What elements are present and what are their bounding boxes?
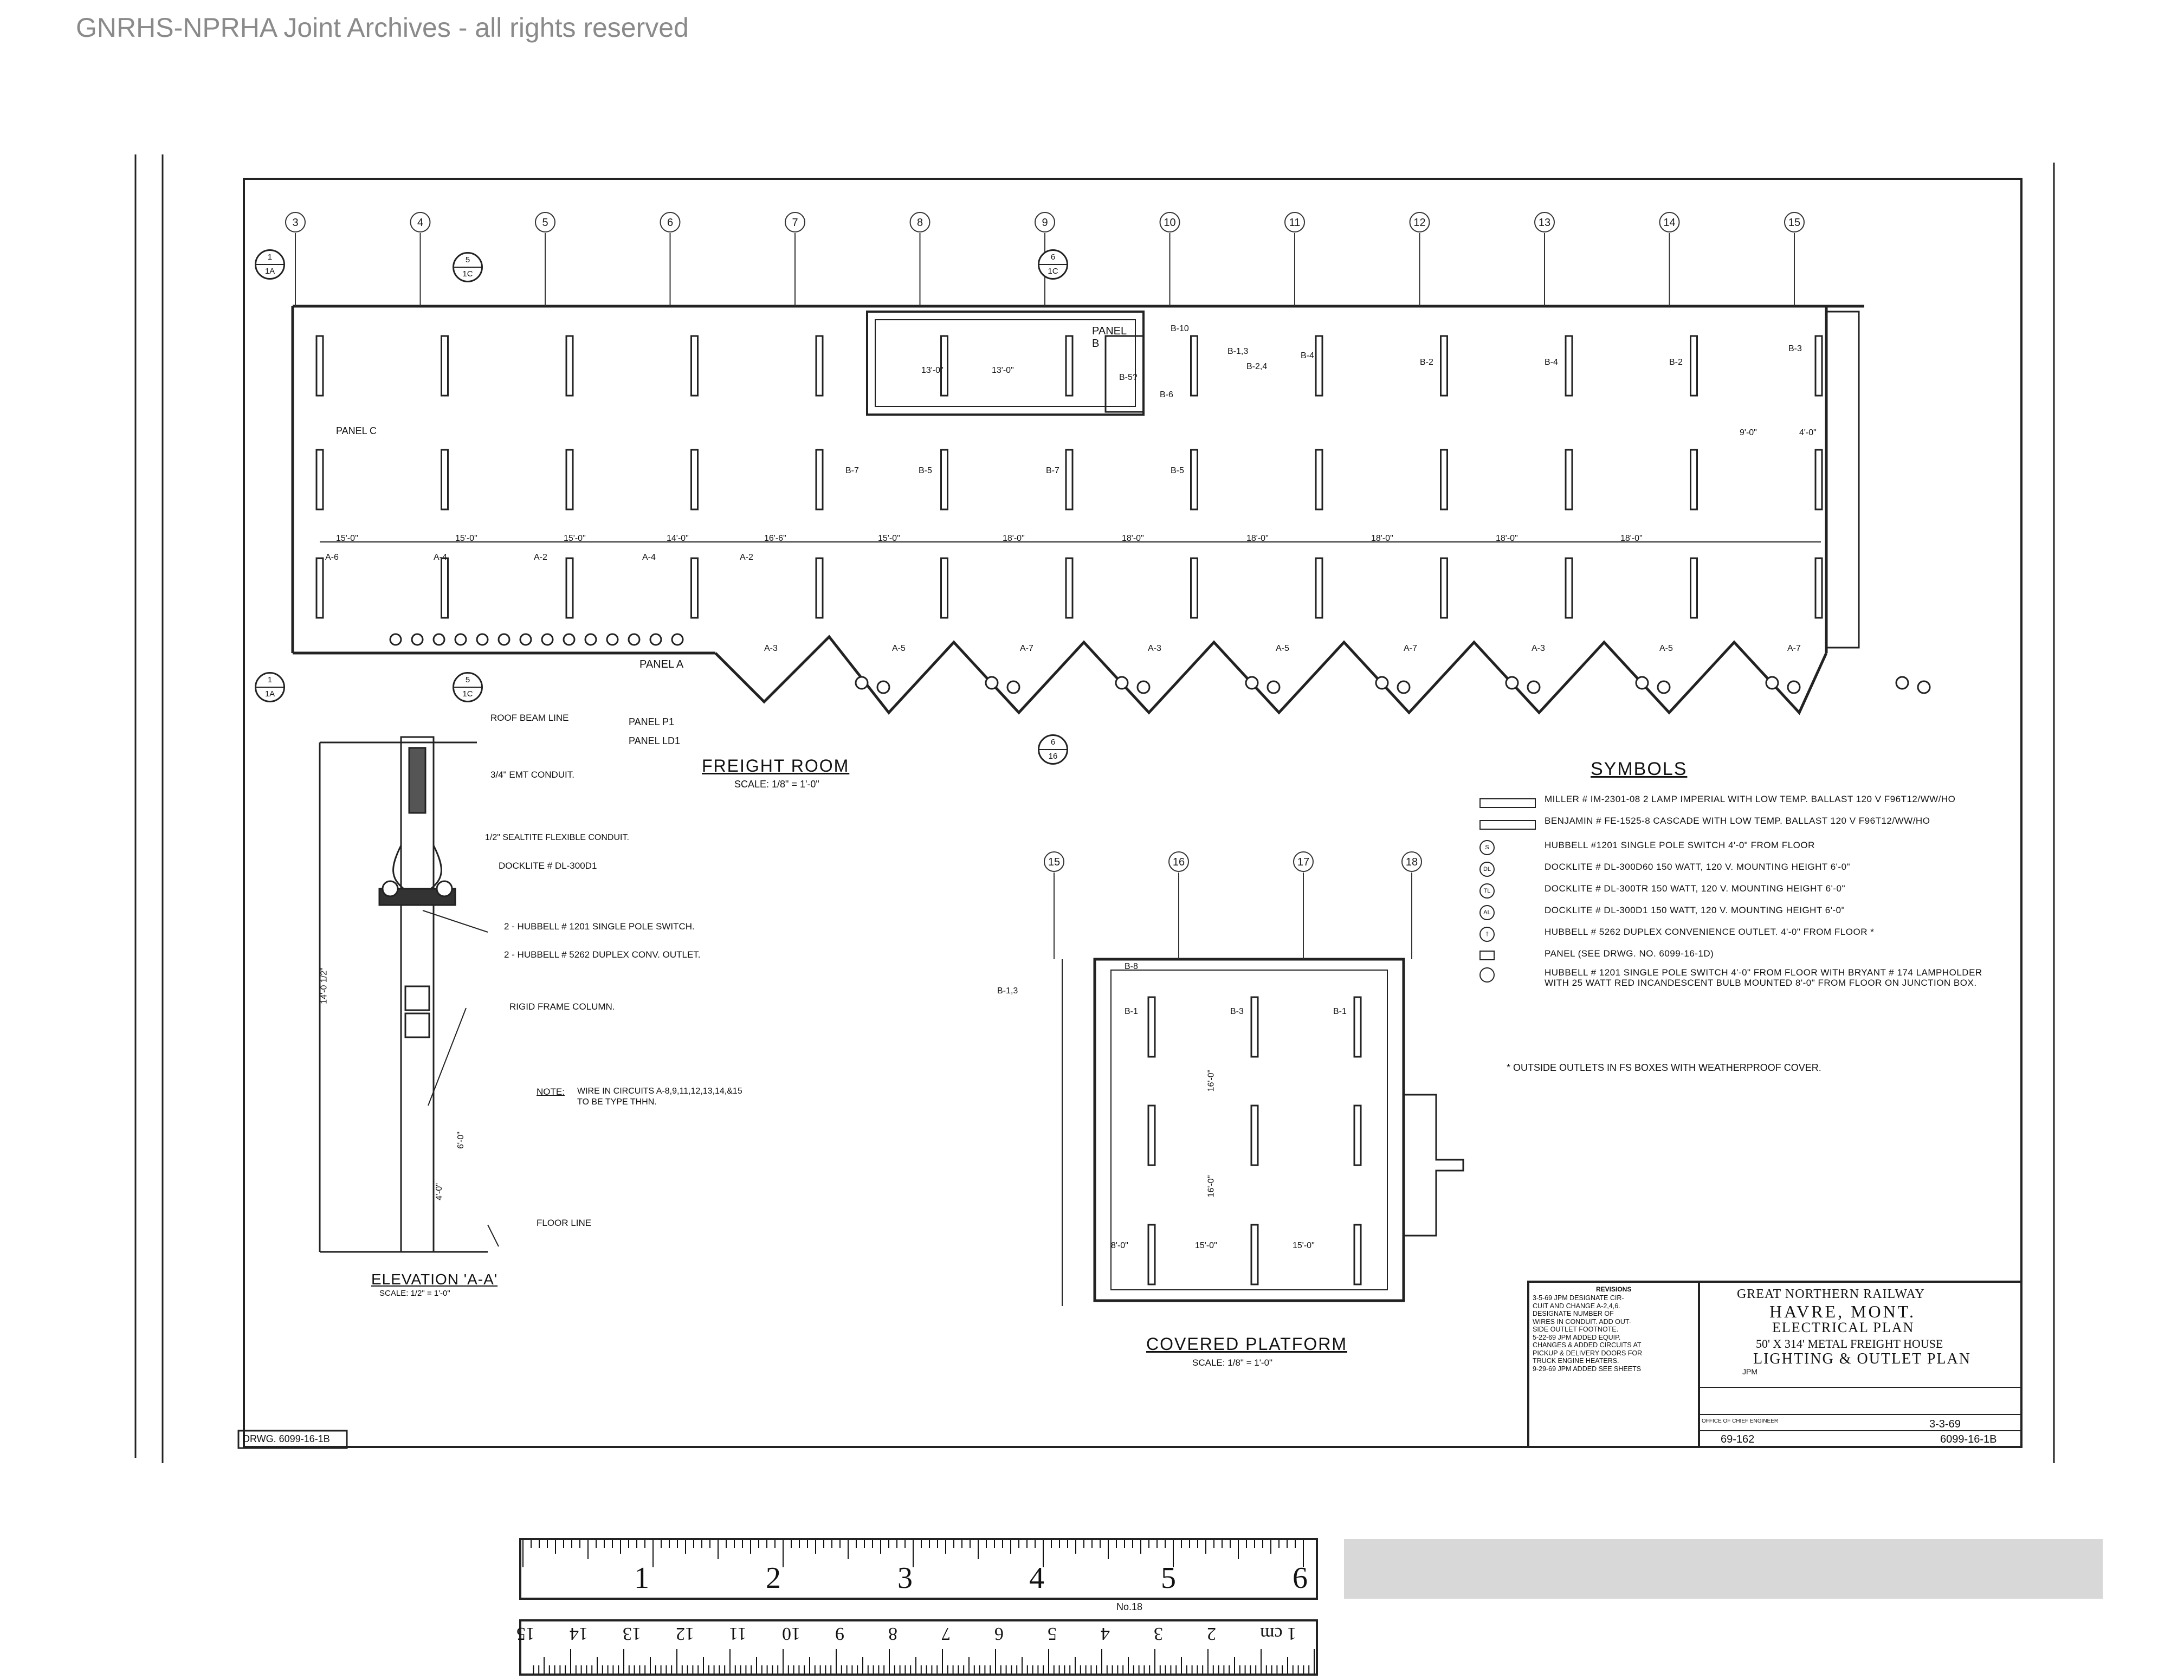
floor-line-label: FLOOR LINE (537, 1218, 592, 1228)
platform-fixture (1251, 1225, 1258, 1284)
docklite-fixture (1918, 681, 1930, 693)
grid-bubble-label: 3 (292, 217, 299, 229)
symbol-glyph (1479, 967, 1495, 983)
symbol-glyph: S (1479, 840, 1495, 855)
symbol-glyph (1479, 798, 1536, 808)
circuit-label: A-3 (1532, 644, 1545, 653)
dimension-label: 18'-0" (1496, 534, 1518, 543)
circuit-label: A-5 (1659, 644, 1673, 653)
panel-b-label: PANEL B (1092, 325, 1127, 350)
fluorescent-fixture (442, 450, 448, 509)
fluorescent-fixture (1191, 336, 1198, 396)
scale-ruler (520, 1539, 2103, 1675)
revision-line: TRUCK ENGINE HEATERS. (1533, 1357, 1619, 1365)
symbol-description: HUBBELL # 1201 SINGLE POLE SWITCH 4'-0" FROM FLOOR WITH BRYANT # 174 LAMPHOLDER WITH 25 WATT RED INCANDESCENT BULB MOUNTED 8'-0" FROM FLOOR ON JUNCTION BOX. (1545, 967, 1982, 988)
symbol-glyph: † (1479, 927, 1495, 942)
fluorescent-fixture (1815, 336, 1822, 396)
panel-a-label: PANEL A (639, 658, 684, 670)
circuit-label: A-5 (892, 644, 906, 653)
platform-fixture (1251, 997, 1258, 1057)
circuit-label: A-7 (1020, 644, 1033, 653)
dimension-label: 18'-0" (1371, 534, 1393, 543)
fluorescent-fixture (1316, 450, 1322, 509)
ruler-cm-label: 12 (676, 1624, 694, 1644)
archive-watermark: GNRHS-NPRHA Joint Archives - all rights reserved (76, 12, 689, 43)
platform-fixture (1251, 1106, 1258, 1165)
roof-beam-label: ROOF BEAM LINE (490, 713, 569, 723)
fluorescent-fixture (316, 558, 323, 618)
fluorescent-fixture (1691, 558, 1697, 618)
symbol-description: DOCKLITE # DL-300TR 150 WATT, 120 V. MOUNTING HEIGHT 6'-0" (1545, 883, 1846, 894)
switch-outlet-symbol (672, 634, 683, 645)
grid-bubble-label: 5 (542, 217, 548, 229)
docklite-fixture (1658, 681, 1670, 693)
section-ref: 1A (264, 689, 275, 699)
platform-circuit-label: B-3 (1230, 1007, 1244, 1016)
switch-label: 2 - HUBBELL # 1201 SINGLE POLE SWITCH. (504, 921, 695, 932)
ruler-cm-label: 14 (570, 1624, 588, 1644)
ruler-inch-label: 2 (766, 1561, 781, 1595)
platform-dimension-label: 15'-0" (1195, 1241, 1217, 1250)
switch-outlet-symbol (650, 634, 661, 645)
section-marker (1038, 734, 1068, 765)
outlet-label: 2 - HUBBELL # 5262 DUPLEX CONV. OUTLET. (504, 949, 701, 960)
symbol-glyph: DL (1479, 862, 1495, 877)
dimension-label: 13'-0" (992, 366, 1014, 375)
symbol-description: HUBBELL #1201 SINGLE POLE SWITCH 4'-0" FROM FLOOR (1545, 840, 1815, 850)
ruler-cm-label: 5 (1048, 1624, 1057, 1644)
tb-drawing-no: 6099-16-1B (1940, 1433, 1997, 1445)
circuit-label: B-7 (1046, 466, 1059, 475)
note-label: NOTE: (537, 1087, 565, 1097)
symbols-title: SYMBOLS (1591, 759, 1688, 779)
revision-line: CHANGES & ADDED CIRCUITS AT (1533, 1341, 1642, 1349)
circuit-label: B-6 (1160, 390, 1173, 399)
dimension-label: 15'-0" (564, 534, 586, 543)
circuit-label: A-3 (1148, 644, 1161, 653)
fluorescent-fixture (816, 450, 823, 509)
platform-circuit-label: B-8 (1125, 962, 1138, 971)
ruler-cm-label: 11 (729, 1624, 747, 1644)
symbol-description: DOCKLITE # DL-300D60 150 WATT, 120 V. MOUNTING HEIGHT 6'-0" (1545, 862, 1851, 872)
revision-line: PICKUP & DELIVERY DOORS FOR (1533, 1349, 1643, 1357)
grid-bubble-label: 15 (1788, 217, 1801, 229)
circuit-label: A-7 (1787, 644, 1801, 653)
platform-fixture (1354, 1225, 1361, 1284)
fluorescent-fixture (692, 450, 698, 509)
fluorescent-fixture (1191, 450, 1198, 509)
dimension-label: 14'-0" (667, 534, 689, 543)
fluorescent-fixture (1815, 558, 1822, 618)
fluorescent-fixture (1691, 450, 1697, 509)
switch-outlet-symbol (477, 634, 488, 645)
dimension-label: 18'-0" (1620, 534, 1643, 543)
tb-building: 50' X 314' METAL FREIGHT HOUSE (1756, 1337, 1943, 1351)
platform-fixture (1354, 997, 1361, 1057)
circuit-label: A-4 (434, 553, 447, 562)
circuit-label: B-4 (1301, 351, 1314, 360)
symbol-glyph: TL (1479, 883, 1495, 899)
fluorescent-fixture (1691, 336, 1697, 396)
section-ref: 1C (462, 269, 473, 279)
dimension-label: 13'-0" (921, 366, 944, 375)
ruler-cm-label: 1 cm (1260, 1624, 1297, 1644)
elevation-title: ELEVATION 'A-A' (371, 1271, 498, 1288)
conduit-label: 3/4" EMT CONDUIT. (490, 770, 574, 780)
switch-outlet-symbol (607, 634, 618, 645)
platform-dimension-label: 15'-0" (1293, 1241, 1315, 1250)
docklite-fixture (856, 677, 868, 689)
docklite-fixture (1376, 677, 1388, 689)
section-number: 1 (256, 251, 283, 265)
dimension-label: 4'-0" (1799, 428, 1817, 437)
circuit-label: A-2 (740, 553, 753, 562)
fluorescent-fixture (316, 450, 323, 509)
docklite-fixture (1138, 681, 1149, 693)
note-line-1: WIRE IN CIRCUITS A-8,9,11,12,13,14,&15 (577, 1087, 742, 1096)
revisions-title: REVISIONS (1596, 1285, 1632, 1293)
fluorescent-fixture (1066, 558, 1072, 618)
fluorescent-fixture (442, 336, 448, 396)
drawing-tab-label: DRWG. 6099-16-1B (243, 1433, 330, 1444)
section-number: 5 (454, 254, 481, 268)
circuit-label: A-4 (642, 553, 656, 562)
symbol-glyph (1479, 820, 1536, 830)
section-marker (453, 252, 483, 282)
section-number: 6 (1039, 251, 1067, 265)
circuit-label: B-5 (1171, 466, 1184, 475)
tb-date: 3-3-69 (1929, 1418, 1961, 1430)
ruler-cm-label: 13 (623, 1624, 641, 1644)
grid-lines-platform (1044, 852, 1421, 959)
freight-room-title: FREIGHT ROOM (702, 756, 850, 776)
fluorescent-fixture (1441, 558, 1448, 618)
ruler-inch-label: 4 (1029, 1561, 1044, 1595)
ruler-inch-label: 3 (897, 1561, 913, 1595)
section-number: 6 (1039, 736, 1067, 750)
grid-bubble-label: 9 (1042, 217, 1048, 229)
freight-room-scale: SCALE: 1/8" = 1'-0" (734, 779, 819, 790)
fluorescent-fixture (816, 336, 823, 396)
grid-bubble-label: 7 (792, 217, 798, 229)
freight-room-outline (293, 306, 1864, 713)
switch-outlet-symbol (499, 634, 509, 645)
symbol-description: HUBBELL # 5262 DUPLEX CONVENIENCE OUTLET. 4'-0" FROM FLOOR * (1545, 927, 1875, 937)
tb-company: GREAT NORTHERN RAILWAY (1737, 1287, 1925, 1301)
revision-line: SIDE OUTLET FOOTNOTE. (1533, 1326, 1619, 1333)
grid-bubble-label: 6 (667, 217, 674, 229)
fluorescent-fixture (566, 450, 573, 509)
platform-grid-label: 17 (1297, 856, 1310, 868)
docklite-fixture (986, 677, 998, 689)
platform-dimension-label: 8'-0" (1111, 1241, 1128, 1250)
revision-line: 9-29-69 JPM ADDED SEE SHEETS (1533, 1365, 1642, 1373)
fluorescent-fixture (1815, 450, 1822, 509)
docklite-fixture (1636, 677, 1648, 689)
docklite-fixture (1766, 677, 1778, 689)
revision-line: WIRES IN CONDUIT. ADD OUT- (1533, 1317, 1631, 1326)
ruler-cm-label: 3 (1154, 1624, 1163, 1644)
fluorescent-fixture (1316, 336, 1322, 396)
switch-outlet-symbol (412, 634, 423, 645)
fluorescent-fixture (1066, 450, 1072, 509)
symbols-footnote: * OUTSIDE OUTLETS IN FS BOXES WITH WEATHERPROOF COVER. (1507, 1062, 1821, 1073)
ruler-cm-label: 9 (835, 1624, 844, 1644)
circuit-label: A-3 (764, 644, 778, 653)
ruler-cm-label: 6 (994, 1624, 1004, 1644)
ruler-cm-label: 10 (782, 1624, 800, 1644)
circuit-label: B-7 (845, 466, 859, 475)
ruler-inch-label: 1 (634, 1561, 649, 1595)
platform-fixtures (1148, 997, 1361, 1284)
tb-location: HAVRE, MONT. (1769, 1302, 1916, 1321)
grid-bubble-label: 12 (1413, 217, 1426, 229)
ruler-cm-label: 7 (941, 1624, 951, 1644)
circuit-label: A-5 (1276, 644, 1289, 653)
fluorescent-fixture (316, 336, 323, 396)
dimension-label: 15'-0" (336, 534, 358, 543)
elevation-dim-total: 14'-0 1/2" (319, 967, 329, 1004)
circuit-label: B-5? (1119, 373, 1138, 382)
revisions-list (1533, 1294, 1695, 1373)
right-bay-wall (1826, 312, 1859, 648)
section-marker (1038, 249, 1068, 280)
grid-bubble-label: 13 (1538, 217, 1551, 229)
switch-outlet-symbol (585, 634, 596, 645)
circuit-label: A-6 (325, 553, 339, 562)
platform-circuit-label: B-1 (1125, 1007, 1138, 1016)
fluorescent-fixture (692, 336, 698, 396)
fluorescent-fixture (1566, 450, 1572, 509)
circuit-label: B-2 (1669, 358, 1683, 367)
platform-title: COVERED PLATFORM (1146, 1334, 1347, 1354)
covered-platform-outline (1062, 959, 1463, 1306)
platform-scale: SCALE: 1/8" = 1'-0" (1192, 1358, 1273, 1368)
symbol-description: DOCKLITE # DL-300D1 150 WATT, 120 V. MOUNTING HEIGHT 6'-0" (1545, 905, 1845, 915)
circuit-label: B-2 (1420, 358, 1433, 367)
circuit-label: A-2 (534, 553, 547, 562)
platform-circuit-label: B-1 (1333, 1007, 1347, 1016)
section-marker (255, 672, 285, 702)
platform-circuit-label: B-1,3 (997, 986, 1018, 996)
elevation-dim-4: 4'-0" (434, 1183, 444, 1200)
fluorescent-fixture (941, 450, 948, 509)
revision-line: CUIT AND CHANGE A-2,4,6. (1533, 1302, 1620, 1310)
section-marker (453, 672, 483, 702)
platform-grid-label: 16 (1172, 856, 1185, 868)
tb-office: OFFICE OF CHIEF ENGINEER (1702, 1418, 1779, 1424)
elevation-scale: SCALE: 1/2" = 1'-0" (379, 1289, 450, 1298)
section-ref: 16 (1048, 752, 1058, 761)
platform-grid-label: 18 (1405, 856, 1418, 868)
light-fixtures (316, 336, 1930, 693)
circuit-label: B-5 (919, 466, 932, 475)
dimension-label: 15'-0" (878, 534, 900, 543)
fluorescent-fixture (1316, 558, 1322, 618)
fluorescent-fixture (1566, 336, 1572, 396)
symbol-description: MILLER # IM-2301-08 2 LAMP IMPERIAL WITH LOW TEMP. BALLAST 120 V F96T12/WW/HO (1545, 794, 1956, 804)
elevation-column (320, 737, 499, 1252)
panel-p1-label: PANEL P1 (629, 716, 675, 727)
circuit-label: A-7 (1404, 644, 1417, 653)
docklite-fixture (1788, 681, 1800, 693)
revision-line: DESIGNATE NUMBER OF (1533, 1310, 1614, 1317)
sealtite-label: 1/2" SEALTITE FLEXIBLE CONDUIT. (485, 833, 629, 842)
docklite-fixture (1268, 681, 1280, 693)
dimension-label: 16'-6" (764, 534, 786, 543)
ruler-label-blur (1344, 1539, 2103, 1599)
switch-outlet-symbol (520, 634, 531, 645)
fluorescent-fixture (1441, 336, 1448, 396)
tb-plan: ELECTRICAL PLAN (1772, 1320, 1915, 1335)
docklite-fixture (1896, 677, 1908, 689)
section-ref: 1A (264, 267, 275, 276)
switch-outlet-symbol (434, 634, 444, 645)
platform-grid-label: 15 (1048, 856, 1061, 868)
circuit-label: B-1,3 (1227, 347, 1249, 356)
column-label: RIGID FRAME COLUMN. (509, 1001, 615, 1012)
note-line-2: TO BE TYPE THHN. (577, 1097, 657, 1107)
dimension-label: 9'-0" (1740, 428, 1757, 437)
switch-outlet-symbol (542, 634, 553, 645)
platform-dimension-label: 16'-0" (1206, 1175, 1216, 1198)
grid-bubble-label: 8 (916, 217, 923, 229)
elevation-dim-6: 6'-0" (456, 1132, 466, 1149)
platform-dimension-label: 16'-0" (1206, 1069, 1216, 1092)
revision-line: 5-22-69 JPM ADDED EQUIP. (1533, 1333, 1621, 1341)
platform-fixture (1148, 1106, 1155, 1165)
ruler-cm-label: 2 (1207, 1624, 1216, 1644)
fluorescent-fixture (941, 558, 948, 618)
docklite-fixture (1528, 681, 1540, 693)
panel-ld1-label: PANEL LD1 (629, 735, 681, 746)
fluorescent-fixture (1441, 450, 1448, 509)
grid-bubble-label: 14 (1663, 217, 1676, 229)
docklite-fixture (1506, 677, 1518, 689)
circuit-label: B-4 (1545, 358, 1558, 367)
switch-outlet-symbol (629, 634, 639, 645)
docklite-label: DOCKLITE # DL-300D1 (499, 861, 597, 871)
section-marker (255, 249, 285, 280)
fluorescent-fixture (1566, 558, 1572, 618)
symbol-glyph: AL (1479, 905, 1495, 920)
circuit-label: B-2,4 (1246, 362, 1268, 371)
section-number: 1 (256, 674, 283, 688)
ruler-inch-label: 5 (1161, 1561, 1176, 1595)
docklite-fixture (877, 681, 889, 693)
section-ref: 1C (462, 689, 473, 699)
ruler-cm-label: 8 (888, 1624, 897, 1644)
ruler-cm-label: 4 (1101, 1624, 1110, 1644)
dimension-label: 18'-0" (1003, 534, 1025, 543)
dimension-label: 15'-0" (455, 534, 477, 543)
tb-drawn-by: JPM (1742, 1367, 1757, 1376)
switch-outlet-symbol (455, 634, 466, 645)
circuit-label: B-3 (1788, 344, 1802, 353)
grid-bubble-label: 4 (417, 217, 424, 229)
ruler-inch-label: 6 (1293, 1561, 1308, 1595)
dimension-label: 18'-0" (1122, 534, 1144, 543)
fluorescent-fixture (692, 558, 698, 618)
docklite-fixture (1007, 681, 1019, 693)
drawing-border (244, 179, 2021, 1447)
ruler-cm-label: 15 (516, 1624, 535, 1644)
fluorescent-fixture (442, 558, 448, 618)
tb-subject: LIGHTING & OUTLET PLAN (1753, 1351, 1971, 1367)
docklite-fixture (1246, 677, 1258, 689)
docklite-fixture (1398, 681, 1410, 693)
section-number: 5 (454, 674, 481, 688)
symbol-description: BENJAMIN # FE-1525-8 CASCADE WITH LOW TEMP. BALLAST 120 V F96T12/WW/HO (1545, 816, 1930, 826)
section-ref: 1C (1048, 267, 1058, 276)
circuit-label: B-10 (1171, 324, 1189, 333)
dimension-label: 18'-0" (1246, 534, 1269, 543)
tb-number: 69-162 (1721, 1433, 1755, 1445)
switch-outlet-symbol (390, 634, 401, 645)
fluorescent-fixture (1066, 336, 1072, 396)
platform-fixture (1148, 1225, 1155, 1284)
panel-c-label: PANEL C (336, 425, 377, 436)
ruler-maker: No.18 (1116, 1601, 1143, 1612)
grid-bubble-label: 10 (1164, 217, 1176, 229)
fluorescent-fixture (566, 558, 573, 618)
symbol-description: PANEL (SEE DRWG. NO. 6099-16-1D) (1545, 948, 1714, 959)
docklite-fixture (1116, 677, 1128, 689)
fluorescent-fixture (1191, 558, 1198, 618)
platform-fixture (1148, 997, 1155, 1057)
fluorescent-fixture (816, 558, 823, 618)
grid-bubble-label: 11 (1289, 217, 1301, 229)
switch-outlet-symbol (564, 634, 574, 645)
revision-line: 3-5-69 JPM DESIGNATE CIR- (1533, 1294, 1624, 1302)
platform-fixture (1354, 1106, 1361, 1165)
symbol-glyph (1479, 951, 1495, 960)
fluorescent-fixture (566, 336, 573, 396)
